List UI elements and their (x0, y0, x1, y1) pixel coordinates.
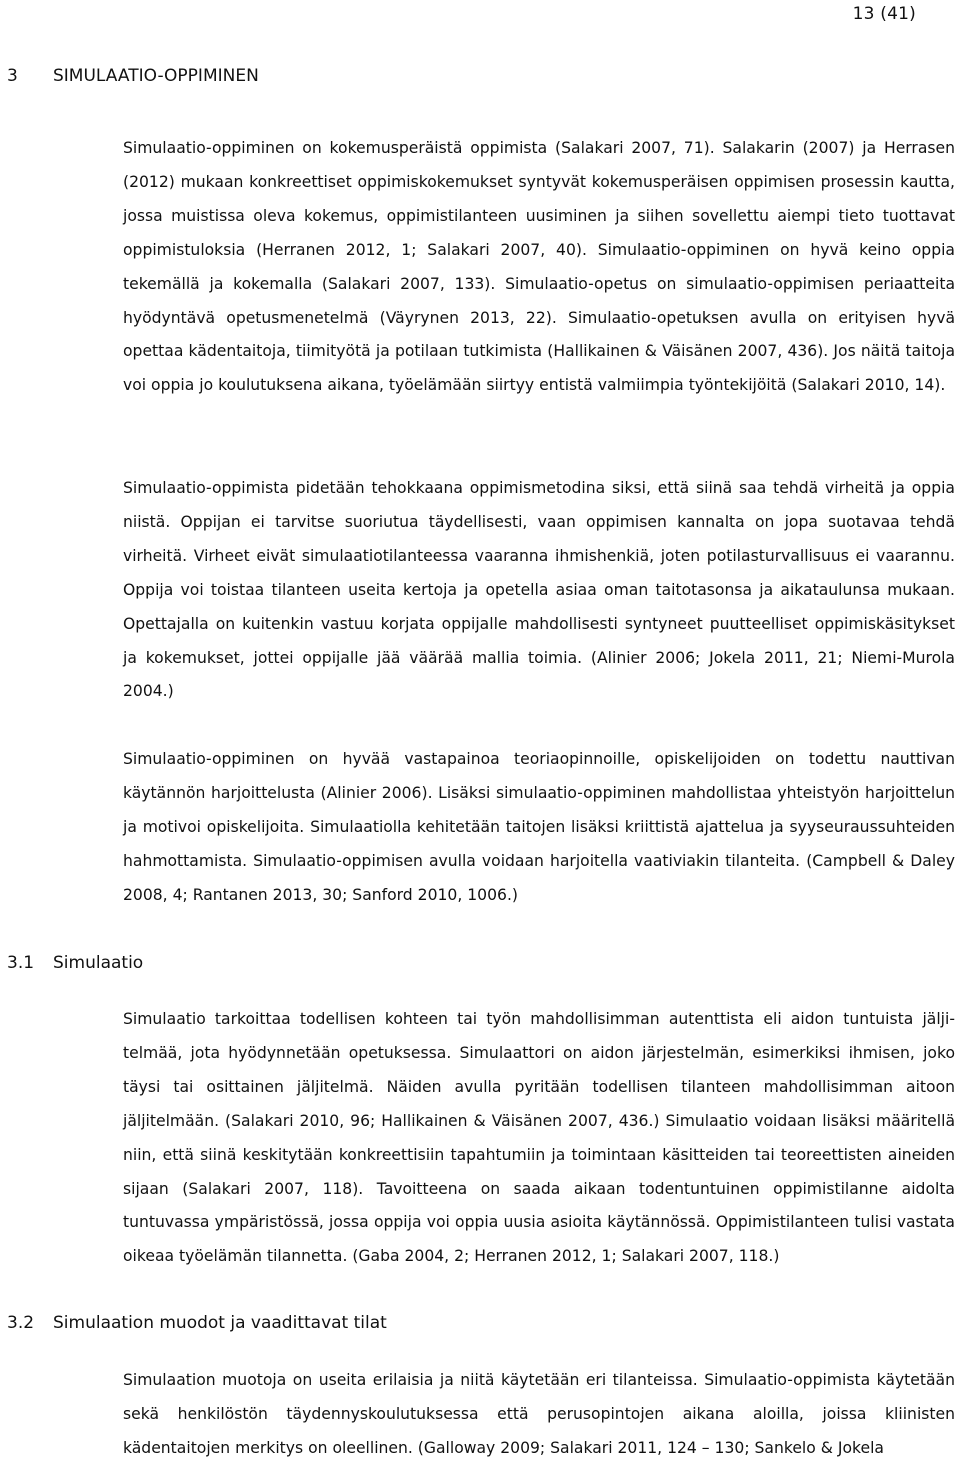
chapter-number: 3 (7, 66, 18, 86)
section-title: Simulaation muodot ja vaadittavat tilat (53, 1313, 387, 1333)
section-number: 3.2 (7, 1313, 35, 1333)
page-number: 13 (41) (852, 4, 916, 24)
section-number: 3.1 (7, 953, 35, 973)
chapter-paragraph-2: Simulaatio-oppimista pidetään tehokkaana oppimismetodina siksi, että siinä saa tehdä virheitä ja oppia niistä. Oppijan ei tarvitse suoriutua täydellisesti, vaan oppimisen kannalta on jopa suotavaa tehdä virheitä. Virheet eivät simulaatiotilanteessa vaaranna ihmishenkiä, joten potilasturvallisuus ei vaarannu. Oppija voi toistaa tilanteen useita kertoja ja opetella asiaa oman taitotasonsa ja aikataulunsa mukaan. Opettajalla on kuitenkin vastuu korjata oppijalle mahdollisesti syntyneet puutteelliset oppimiskäsitykset ja kokemukset, jottei oppijalle jää väärää mallia toimia. (Alinier 2006; Jokela 2011, 21; Niemi-Murola 2004.) (123, 479, 955, 701)
section-3-2-paragraph: Simulaation muotoja on useita erilaisia ja niitä käytetään eri tilanteissa. Simulaatio-oppimista käytetään sekä henkilöstön täydennyskoulutuksessa että perusopintojen aikana aloilla, joissa kliinisten kädentaitojen merkitys on oleellinen. (Galloway 2009; Salakari 2011, 124 – 130; Sankelo & Jokela (123, 1371, 955, 1457)
section-heading-3-1 (7, 953, 143, 973)
chapter-paragraph-3: Simulaatio-oppiminen on hyvää vastapainoa teoriaopinnoille, opiskelijoiden on todettu nauttivan käytännön harjoittelusta (Alinier 2006). Lisäksi simulaatio-oppiminen mahdollistaa yhteistyön harjoittelun ja motivoi opiskelijoita. Simulaatiolla kehitetään taitojen lisäksi kriittistä ajattelua ja syyseuraussuhteiden hahmottamista. Simulaatio-oppimisen avulla voidaan harjoitella vaativiakin tilanteita. (Campbell & Daley 2008, 4; Rantanen 2013, 30; Sanford 2010, 1006.) (123, 750, 955, 904)
chapter-heading (7, 66, 259, 86)
chapter-title: SIMULAATIO-OPPIMINEN (53, 66, 259, 86)
section-title: Simulaatio (53, 953, 144, 973)
section-3-1-paragraph: Simulaatio tarkoittaa todellisen kohteen tai työn mahdollisimman autenttista eli aidon tuntuista jäljitelmää, jota hyödynnetään opetuksessa. Simulaattori on aidon järjestelmän, esimerkiksi ihmisen, joko täysi tai osittainen jäljitelmä. Näiden avulla pyritään todellisen tilanteen mahdollisimman aitoon jäljitelmään. (Salakari 2010, 96; Hallikainen & Väisänen 2007, 436.) Simulaatio voidaan lisäksi määritellä niin, että siinä keskitytään konkreettisiin tapahtumiin ja toimintaan käsitteiden tai teoreettisten aineiden sijaan (Salakari 2007, 118). Tavoitteena on saada aikaan todentuntuinen oppimistilanne aidolta tuntuvassa ympäristössä, jossa oppija voi oppia uusia asioita käytännössä. Oppimistilanteen tulisi vastata oikeaa työelämän tilannetta. (Gaba 2004, 2; Herranen 2012, 1; Salakari 2007, 118.) (123, 1010, 955, 1266)
section-heading-3-2 (7, 1313, 387, 1333)
chapter-paragraph-1: Simulaatio-oppiminen on kokemusperäistä oppimista (Salakari 2007, 71). Salakarin (2007) ja Herrasen (2012) mukaan konkreettiset oppimiskokemukset syntyvät kokemusperäisen oppimisen prosessin kautta, jossa muistissa oleva kokemus, oppimistilanteen uusiminen ja siihen sovellettu aiempi tieto tuottavat oppimistuloksia (Herranen 2012, 1; Salakari 2007, 40). Simulaatio-oppiminen on hyvä keino oppia tekemällä ja kokemalla (Salakari 2007, 133). Simulaatio-opetus on simulaatio-oppimisen periaatteita hyödyntävä opetusmenetelmä (Väyrynen 2013, 22). Simulaatio-opetuksen avulla on erityisen hyvä opettaa kädentaitoja, tiimityötä ja potilaan tutkimista (Hallikainen & Väisänen 2007, 436). Jos näitä taitoja voi oppia jo koulutuksena aikana, työelämään siirtyy entistä valmiimpia työntekijöitä (Salakari 2010, 14). (123, 139, 955, 395)
